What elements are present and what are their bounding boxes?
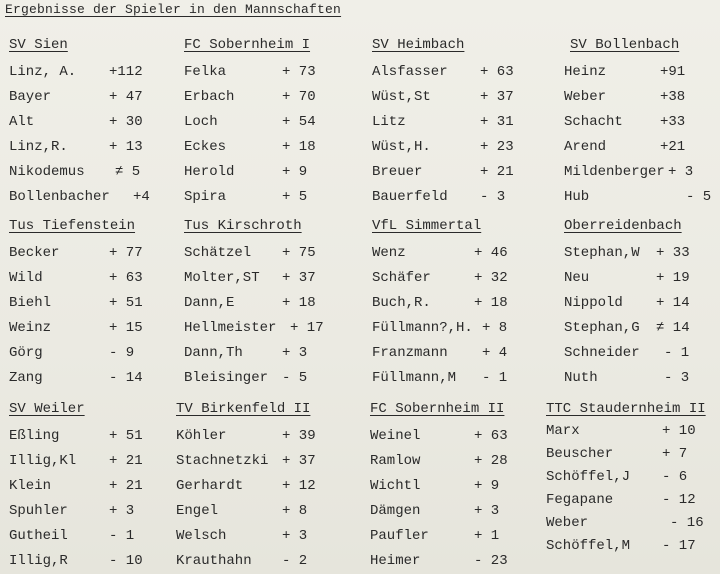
player-row: [370, 449, 508, 474]
player-score: + 63: [480, 64, 514, 80]
player-score: + 18: [282, 295, 316, 311]
player-score: + 1: [474, 528, 500, 544]
player-name: Fegapane: [546, 492, 614, 508]
player-name: Schätzel: [184, 245, 252, 261]
player-row: [9, 160, 141, 185]
team-block: [370, 398, 508, 574]
player-name: Eckes: [184, 139, 227, 155]
player-name: Nippold: [564, 295, 623, 311]
team-name: VfL Simmertal: [372, 218, 482, 234]
player-row: [9, 110, 143, 135]
team-name: Oberreidenbach: [564, 218, 682, 234]
player-name: Weber: [546, 515, 589, 531]
player-row: [9, 85, 143, 110]
player-score: + 3: [668, 164, 694, 180]
team-block: [372, 34, 514, 210]
team-name: SV Bollenbach: [570, 37, 680, 53]
player-name: Wichtl: [370, 478, 421, 494]
player-row: [546, 466, 706, 489]
player-score: + 17: [290, 320, 324, 336]
player-name: Litz: [372, 114, 406, 130]
player-row: [564, 110, 686, 135]
player-score: + 3: [282, 528, 308, 544]
player-name: Klein: [9, 478, 52, 494]
player-name: Bauerfeld: [372, 189, 448, 205]
player-score: + 14: [656, 295, 690, 311]
player-name: Marx: [546, 423, 580, 439]
player-name: Breuer: [372, 164, 423, 180]
player-name: Bollenbacher: [9, 189, 110, 205]
player-row: [184, 241, 316, 266]
player-name: Heinz: [564, 64, 607, 80]
player-row: [564, 135, 686, 160]
player-name: Linz, A.: [9, 64, 77, 80]
player-row: [9, 185, 150, 210]
player-score: + 54: [282, 114, 316, 130]
player-name: Bleisinger: [184, 370, 269, 386]
player-score: - 3: [664, 370, 690, 386]
player-name: Alt: [9, 114, 35, 130]
player-name: Weinz: [9, 320, 52, 336]
page-title: Ergebnisse der Spieler in den Mannschaften: [5, 2, 342, 17]
player-score: ≠ 14: [656, 320, 690, 336]
player-row: [9, 135, 143, 160]
player-score: + 15: [109, 320, 143, 336]
player-score: + 73: [282, 64, 316, 80]
player-row: [184, 160, 310, 185]
player-row: [372, 135, 514, 160]
player-row: [184, 60, 316, 85]
player-score: + 5: [282, 189, 308, 205]
player-name: Weinel: [370, 428, 421, 444]
player-row: [564, 160, 694, 185]
player-name: Görg: [9, 345, 43, 361]
player-score: +38: [660, 89, 686, 105]
player-name: Illig,R: [9, 553, 68, 569]
player-score: +33: [660, 114, 686, 130]
player-score: - 6: [662, 469, 688, 485]
player-name: Schöffel,J: [546, 469, 631, 485]
player-name: Herold: [184, 164, 235, 180]
player-name: Buch,R.: [372, 295, 431, 311]
player-row: [184, 185, 310, 210]
player-name: Paufler: [370, 528, 429, 544]
player-score: - 5: [282, 370, 308, 386]
player-list: [184, 241, 324, 391]
player-row: [372, 341, 508, 366]
player-score: - 5: [686, 189, 712, 205]
player-row: [546, 535, 706, 558]
team-name: FC Sobernheim I: [184, 37, 311, 53]
player-row: [370, 424, 508, 449]
team-name: SV Weiler: [9, 401, 85, 417]
player-row: [9, 60, 143, 85]
player-score: + 19: [656, 270, 690, 286]
player-score: + 9: [474, 478, 500, 494]
player-name: Felka: [184, 64, 227, 80]
player-score: + 32: [474, 270, 508, 286]
player-score: + 37: [282, 270, 316, 286]
player-score: + 39: [282, 428, 316, 444]
player-score: +21: [660, 139, 686, 155]
team-name: Tus Tiefenstein: [9, 218, 136, 234]
player-score: + 9: [282, 164, 308, 180]
player-score: - 14: [109, 370, 143, 386]
player-name: Zang: [9, 370, 43, 386]
player-name: Dann,Th: [184, 345, 243, 361]
player-name: Dann,E: [184, 295, 235, 311]
team-block: [9, 34, 150, 210]
player-score: + 75: [282, 245, 316, 261]
player-score: + 8: [282, 503, 308, 519]
player-row: [372, 241, 508, 266]
player-row: [372, 366, 508, 391]
player-row: [9, 499, 135, 524]
player-score: + 18: [474, 295, 508, 311]
player-row: [564, 316, 690, 341]
player-name: Linz,R.: [9, 139, 68, 155]
player-score: + 7: [662, 446, 688, 462]
player-row: [546, 489, 706, 512]
player-score: - 9: [109, 345, 135, 361]
team-block: [176, 398, 316, 574]
player-row: [564, 366, 690, 391]
player-row: [9, 316, 143, 341]
player-name: Beuscher: [546, 446, 614, 462]
player-row: [176, 474, 316, 499]
player-name: Gutheil: [9, 528, 68, 544]
player-row: [370, 524, 504, 549]
player-score: + 28: [474, 453, 508, 469]
player-list: [9, 60, 150, 210]
player-score: + 21: [480, 164, 514, 180]
player-row: [9, 449, 143, 474]
player-list: [372, 241, 508, 391]
player-score: ≠ 5: [115, 164, 141, 180]
player-name: Schacht: [564, 114, 623, 130]
player-name: Ramlow: [370, 453, 421, 469]
player-score: - 23: [474, 553, 508, 569]
player-name: Loch: [184, 114, 218, 130]
player-list: [546, 420, 706, 558]
player-score: +91: [660, 64, 686, 80]
player-row: [564, 185, 712, 210]
player-row: [372, 160, 514, 185]
team-block: [546, 398, 706, 558]
player-score: +112: [109, 64, 143, 80]
player-row: [9, 341, 135, 366]
player-score: - 1: [664, 345, 690, 361]
player-name: Erbach: [184, 89, 235, 105]
player-row: [564, 241, 690, 266]
player-name: Stephan,G: [564, 320, 640, 336]
player-name: Arend: [564, 139, 607, 155]
player-row: [176, 549, 310, 574]
player-list: [564, 241, 690, 391]
player-score: - 1: [482, 370, 508, 386]
player-score: + 13: [109, 139, 143, 155]
player-name: Schneider: [564, 345, 640, 361]
player-name: Füllmann,M: [372, 370, 457, 386]
player-row: [370, 474, 504, 499]
player-row: [564, 85, 686, 110]
player-row: [546, 420, 706, 443]
player-name: Krauthahn: [176, 553, 252, 569]
player-row: [184, 366, 308, 391]
player-row: [184, 110, 316, 135]
player-score: + 21: [109, 478, 143, 494]
player-row: [564, 60, 686, 85]
player-row: [372, 266, 508, 291]
player-score: - 17: [662, 538, 696, 554]
team-name: FC Sobernheim II: [370, 401, 505, 417]
player-name: Becker: [9, 245, 60, 261]
player-score: - 3: [480, 189, 506, 205]
player-row: [176, 424, 316, 449]
player-score: +4: [133, 189, 150, 205]
player-list: [184, 60, 316, 210]
team-block: [564, 34, 712, 210]
player-name: Biehl: [9, 295, 52, 311]
player-name: Schäfer: [372, 270, 431, 286]
player-row: [564, 291, 690, 316]
player-name: Alsfasser: [372, 64, 448, 80]
player-name: Gerhardt: [176, 478, 244, 494]
player-row: [372, 85, 514, 110]
player-name: Wild: [9, 270, 43, 286]
player-score: + 47: [109, 89, 143, 105]
player-score: - 12: [662, 492, 696, 508]
player-score: + 30: [109, 114, 143, 130]
player-score: + 12: [282, 478, 316, 494]
player-name: Molter,ST: [184, 270, 260, 286]
player-list: [9, 424, 143, 574]
player-row: [370, 499, 504, 524]
player-score: + 4: [482, 345, 508, 361]
player-name: Füllmann?,H.: [372, 320, 473, 336]
player-score: + 18: [282, 139, 316, 155]
player-name: Spuhler: [9, 503, 68, 519]
player-score: + 33: [656, 245, 690, 261]
player-list: [564, 60, 712, 210]
player-row: [9, 241, 143, 266]
player-name: Nuth: [564, 370, 598, 386]
player-row: [184, 85, 316, 110]
player-score: - 2: [282, 553, 308, 569]
player-name: Eßling: [9, 428, 60, 444]
player-row: [546, 443, 706, 466]
player-row: [564, 266, 690, 291]
team-name: Tus Kirschroth: [184, 218, 302, 234]
player-row: [9, 524, 135, 549]
player-row: [372, 185, 506, 210]
player-name: Nikodemus: [9, 164, 85, 180]
player-name: Neu: [564, 270, 590, 286]
player-score: + 10: [662, 423, 696, 439]
team-block: [9, 215, 143, 391]
player-score: - 10: [109, 553, 143, 569]
player-name: Weber: [564, 89, 607, 105]
player-row: [184, 316, 324, 341]
player-score: + 3: [282, 345, 308, 361]
player-name: Mildenberger: [564, 164, 665, 180]
player-row: [184, 341, 308, 366]
player-row: [370, 549, 508, 574]
player-row: [9, 549, 143, 574]
player-row: [372, 110, 514, 135]
player-score: + 37: [480, 89, 514, 105]
player-score: - 16: [670, 515, 704, 531]
player-name: Franzmann: [372, 345, 448, 361]
team-name: TV Birkenfeld II: [176, 401, 311, 417]
player-list: [9, 241, 143, 391]
team-name: SV Heimbach: [372, 37, 465, 53]
player-name: Schöffel,M: [546, 538, 631, 554]
player-row: [184, 135, 316, 160]
player-row: [564, 341, 690, 366]
player-row: [9, 424, 143, 449]
player-row: [184, 291, 316, 316]
player-name: Bayer: [9, 89, 52, 105]
player-name: Stachnetzki: [176, 453, 269, 469]
player-row: [176, 499, 310, 524]
team-block: [372, 215, 508, 391]
player-name: Heimer: [370, 553, 421, 569]
player-name: Illig,Kl: [9, 453, 77, 469]
player-score: + 77: [109, 245, 143, 261]
player-score: + 51: [109, 428, 143, 444]
player-row: [546, 512, 706, 535]
player-score: + 63: [474, 428, 508, 444]
player-name: Dämgen: [370, 503, 421, 519]
player-row: [176, 449, 316, 474]
player-row: [9, 266, 143, 291]
player-row: [9, 474, 143, 499]
player-score: + 3: [474, 503, 500, 519]
player-row: [372, 316, 508, 341]
player-name: Welsch: [176, 528, 227, 544]
player-row: [372, 60, 514, 85]
player-row: [184, 266, 316, 291]
player-score: + 37: [282, 453, 316, 469]
team-block: [564, 215, 690, 391]
team-block: [9, 398, 143, 574]
player-name: Spira: [184, 189, 227, 205]
player-score: + 46: [474, 245, 508, 261]
player-name: Wüst,St: [372, 89, 431, 105]
player-score: + 51: [109, 295, 143, 311]
player-score: + 21: [109, 453, 143, 469]
player-score: + 31: [480, 114, 514, 130]
player-name: Engel: [176, 503, 219, 519]
player-row: [9, 291, 143, 316]
team-block: [184, 34, 316, 210]
player-score: + 70: [282, 89, 316, 105]
player-row: [372, 291, 508, 316]
team-block: [184, 215, 324, 391]
player-name: Stephan,W: [564, 245, 640, 261]
player-score: + 63: [109, 270, 143, 286]
player-score: + 8: [482, 320, 508, 336]
player-name: Wüst,H.: [372, 139, 431, 155]
player-name: Köhler: [176, 428, 227, 444]
player-score: + 3: [109, 503, 135, 519]
player-name: Hellmeister: [184, 320, 277, 336]
player-name: Wenz: [372, 245, 406, 261]
player-row: [176, 524, 310, 549]
player-score: - 1: [109, 528, 135, 544]
player-score: + 23: [480, 139, 514, 155]
team-name: TTC Staudernheim II: [546, 401, 706, 417]
player-list: [370, 424, 508, 574]
player-name: Hub: [564, 189, 590, 205]
player-row: [9, 366, 143, 391]
team-name: SV Sien: [9, 37, 68, 53]
player-list: [372, 60, 514, 210]
player-list: [176, 424, 316, 574]
